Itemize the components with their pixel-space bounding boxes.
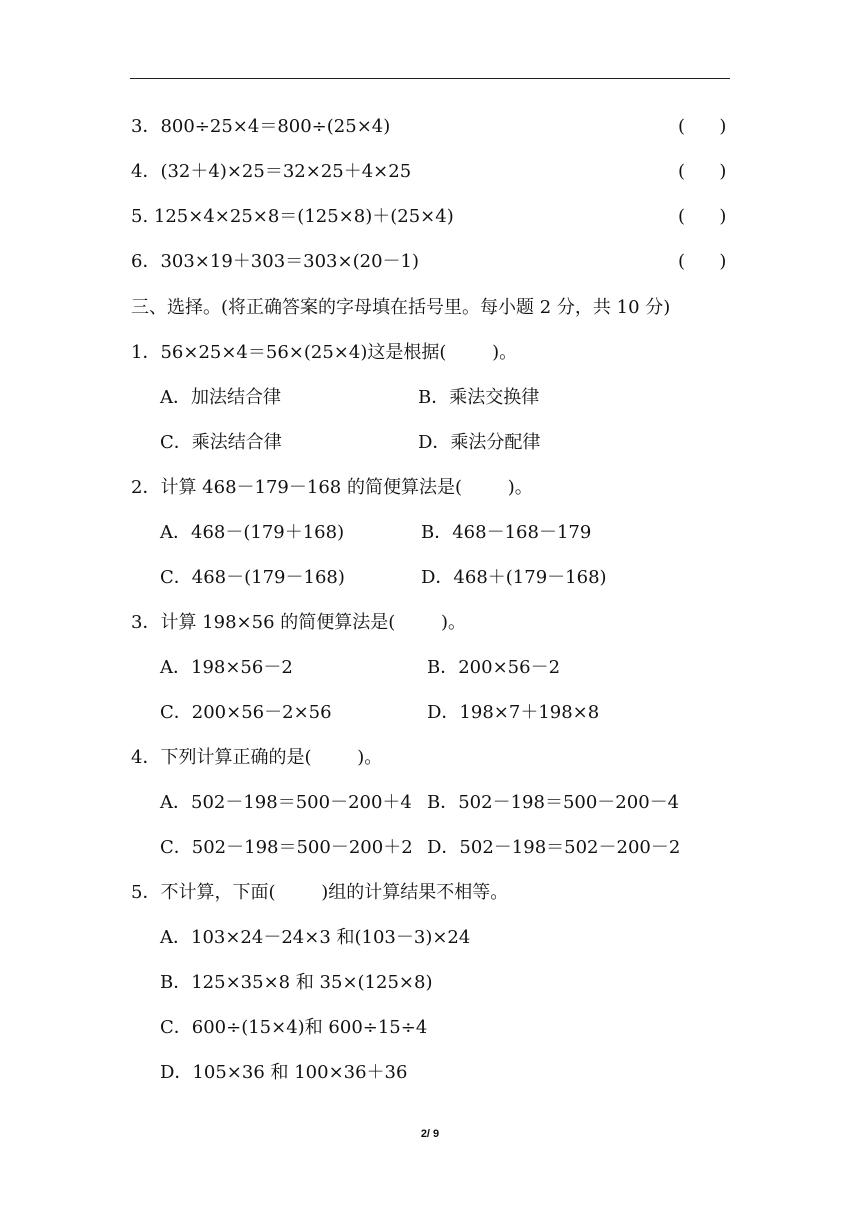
question-3-option-d[interactable]: D．198×7＋198×8 (427, 702, 600, 723)
question-4-option-b[interactable]: B．502－198＝500－200－4 (427, 792, 680, 813)
question-1-stem: 1．56×25×4＝56×(25×4)这是根据( )。 (131, 342, 518, 363)
section-title-choice: 三、选择。(将正确答案的字母填在括号里。每小题 2 分，共 10 分) (131, 297, 671, 318)
question-2-option-a[interactable]: A．468－(179＋168) (160, 522, 345, 543)
judge-answer-blank-4[interactable]: ( ) (678, 161, 727, 182)
judge-item-3: 3．800÷25×4＝800÷(25×4) (131, 116, 391, 137)
question-1-option-c[interactable]: C．乘法结合律 (160, 432, 282, 453)
question-4-option-c[interactable]: C．502－198＝500－200＋2 (160, 837, 413, 858)
question-1-option-b[interactable]: B．乘法交换律 (418, 387, 540, 408)
question-2-option-c[interactable]: C．468－(179－168) (160, 567, 345, 588)
question-1-option-d[interactable]: D．乘法分配律 (418, 432, 541, 453)
question-3-option-b[interactable]: B．200×56－2 (427, 657, 561, 678)
question-5-option-d[interactable]: D．105×36 和 100×36＋36 (160, 1062, 408, 1083)
judge-item-6: 6．303×19＋303＝303×(20－1) (131, 251, 419, 272)
question-5-option-a[interactable]: A．103×24－24×3 和(103－3)×24 (160, 927, 471, 948)
question-1-option-a[interactable]: A．加法结合律 (160, 387, 281, 408)
judge-answer-blank-3[interactable]: ( ) (678, 116, 727, 137)
question-2-option-b[interactable]: B．468－168－179 (421, 522, 592, 543)
header-rule (130, 78, 730, 79)
question-4-option-d[interactable]: D．502－198＝502－200－2 (427, 837, 681, 858)
question-5-option-c[interactable]: C．600÷(15×4)和 600÷15÷4 (160, 1017, 428, 1038)
question-2-option-d[interactable]: D．468＋(179－168) (421, 567, 607, 588)
question-4-option-a[interactable]: A．502－198＝500－200＋4 (160, 792, 412, 813)
judge-item-5: 5. 125×4×25×8＝(125×8)＋(25×4) (131, 206, 454, 227)
judge-answer-blank-5[interactable]: ( ) (678, 206, 727, 227)
question-5-option-b[interactable]: B．125×35×8 和 35×(125×8) (160, 972, 433, 993)
page-number: 2/ 9 (420, 1128, 440, 1140)
question-3-option-a[interactable]: A．198×56－2 (160, 657, 293, 678)
question-2-stem: 2．计算 468－179－168 的简便算法是( )。 (131, 477, 533, 498)
question-3-stem: 3．计算 198×56 的简便算法是( )。 (131, 612, 467, 633)
question-5-stem: 5．不计算，下面( )组的计算结果不相等。 (131, 882, 509, 903)
question-4-stem: 4．下列计算正确的是( )。 (131, 747, 383, 768)
question-3-option-c[interactable]: C．200×56－2×56 (160, 702, 332, 723)
judge-answer-blank-6[interactable]: ( ) (678, 251, 727, 272)
judge-item-4: 4．(32＋4)×25＝32×25＋4×25 (131, 161, 412, 182)
